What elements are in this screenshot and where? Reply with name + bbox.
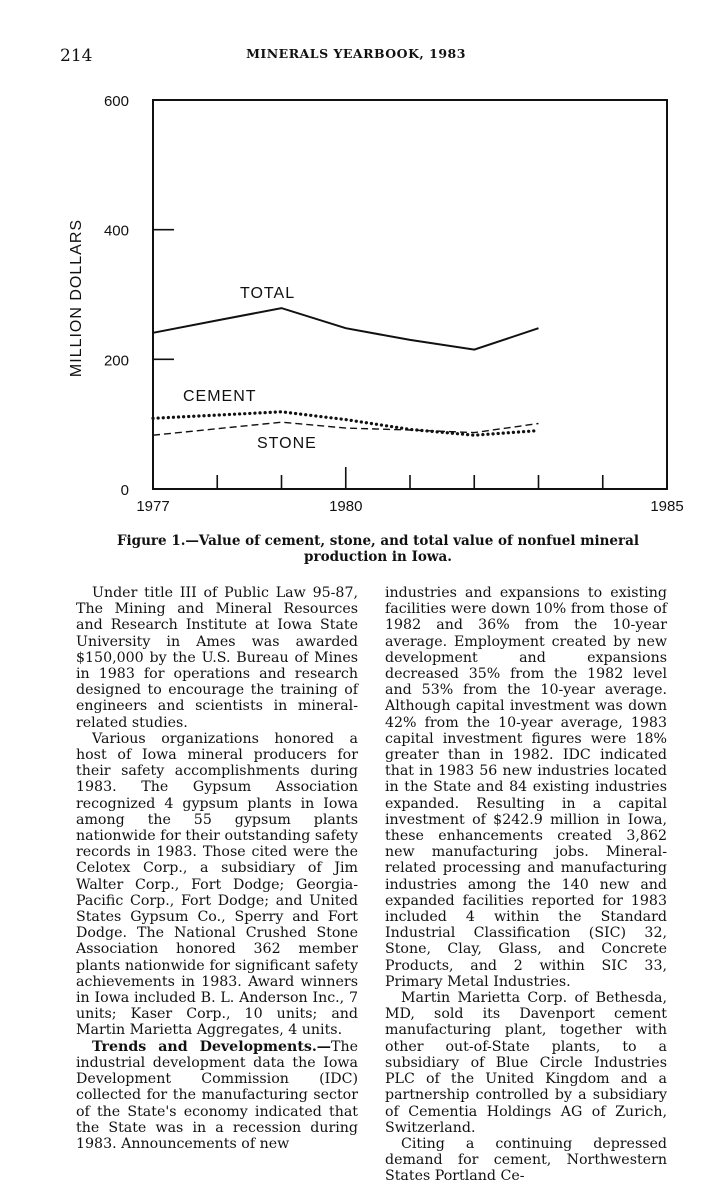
figure-chart — [0, 0, 712, 530]
series-label-cement: CEMENT — [183, 388, 257, 405]
series-label-total: TOTAL — [240, 285, 296, 302]
y-axis-label: MILLION DOLLARS — [68, 218, 85, 378]
paragraph-continued: industries and expansions to existing facilities were down 10% from those of 1982 and 36% from the 10-year average. Employment created by new development and expansions decreased 35% from the 1982 level and 53% from the 10-year average. Although capital investment was down 42% from the 10-year average, 1983 capital investment figures were 18% greater than in 1982. IDC indicated that in 1983 56 new industries located in the State and 84 existing industries expanded. Resulting in a capital investment of $242.9 million in Iowa, these enhancements created 3,862 new manufacturing jobs. Mineral-related processing and manufacturing industries among the 140 new and expanded facilities reported for 1983 included 4 within the Standard Industrial Classification (SIC) 32, Stone, Clay, Glass, and Concrete Products, and 2 within SIC 33, Primary Metal Industries. — [385, 585, 667, 990]
series-group — [153, 308, 539, 435]
paragraph: Martin Marietta Corp. of Bethesda, MD, sold its Davenport cement manufacturing plant, together with other out-of-State plants, to a subsidiary of Blue Circle Industries PLC of the United Kingdom and a partnership controlled by a subsidiary of Cementia Holdings AG of Zurich, Switzerland. — [385, 990, 667, 1136]
y-tick-label: 200 — [103, 352, 129, 370]
y-tick-label: 0 — [120, 482, 129, 499]
paragraph-text: The industrial development data the Iowa Development Commission (IDC) collected for the manufacturing sector of the State's economy indicated that the State was in a recession during 1983. Announcements of new — [76, 1038, 358, 1152]
y-tick-label: 600 — [103, 93, 129, 110]
x-axis — [136, 467, 683, 515]
series-label-stone: STONE — [257, 435, 317, 452]
x-tick-label: 1977 — [136, 498, 170, 515]
x-tick-label: 1985 — [650, 498, 684, 515]
y-tick-label: 400 — [103, 222, 129, 240]
running-head: MINERALS YEARBOOK, 1983 — [246, 46, 466, 61]
left-column — [76, 585, 358, 1152]
y-axis — [104, 93, 174, 499]
paragraph: Various organizations honored a host of Iowa mineral producers for their safety accomplishments during 1983. The Gypsum Association recognized 4 gypsum plants in Iowa among the 55 gypsum plants nationwide for their outstanding safety records in 1983. Those cited were the Celotex Corp., a subsidiary of Jim Walter Corp., Fort Dodge; Georgia-Pacific Corp., Fort Dodge; and United States Gypsum Co., Sperry and Fort Dodge. The National Crushed Stone Association honored 362 member plants nationwide for significant safety achievements in 1983. Award winners in Iowa included B. L. Anderson Inc., 7 units; Kaser Corp., 10 units; and Martin Marietta Aggregates, 4 units. — [76, 730, 358, 1039]
page-number: 214 — [60, 46, 93, 66]
paragraph: Under title III of Public Law 95-87, The Mining and Mineral Resources and Research Institute at Iowa State University in Ames was awarded $150,000 by the U.S. Bureau of Mines in 1983 for operations and research designed to encourage the training of engineers and scientists in mineral-related studies. — [76, 585, 358, 731]
run-in-heading: Trends and Developments.— — [92, 1038, 331, 1055]
series-line-total — [153, 308, 539, 350]
series-line-stone — [153, 422, 539, 435]
series-line-cement — [153, 412, 539, 435]
right-column — [385, 585, 667, 1185]
x-tick-label: 1980 — [329, 498, 363, 515]
figure-caption: Figure 1.—Value of cement, stone, and total value of nonfuel mineral production in Iowa. — [116, 533, 640, 565]
paragraph-trends — [76, 1039, 358, 1152]
paragraph: Citing a continuing depressed demand for cement, Northwestern States Portland Ce- — [385, 1135, 667, 1185]
